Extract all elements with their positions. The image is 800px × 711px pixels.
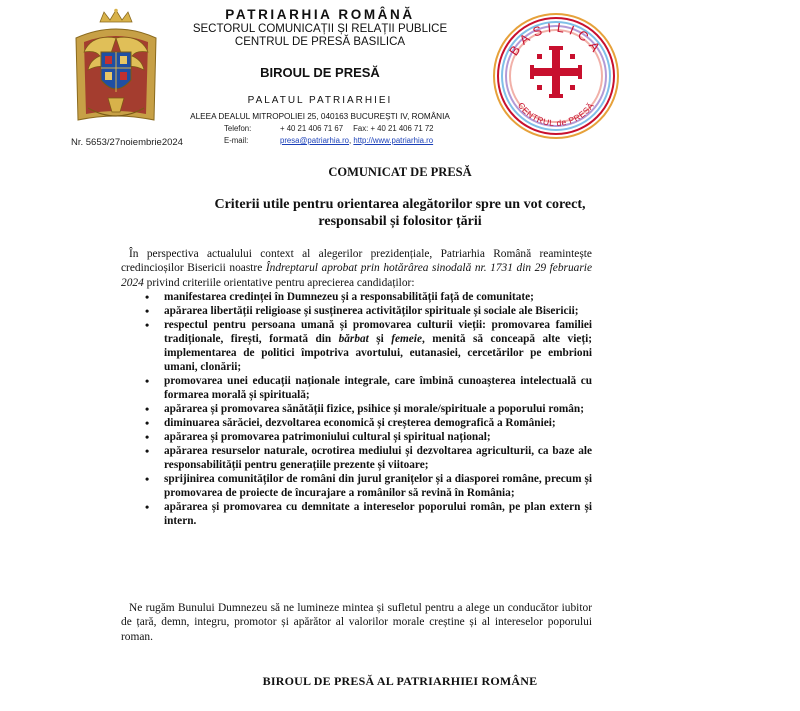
list-item: • sprijinirea comunităților de români din jurul granițelor și a diasporei române, precum și promovarea de proiecte de încurajare a românilor să revină în România; bbox=[164, 472, 592, 500]
criteria-list bbox=[142, 290, 592, 528]
phone-number: + 40 21 406 71 67 bbox=[280, 124, 344, 133]
contact-block: Telefon: + 40 21 406 71 67 Fax: + 40 21 406 71 72 E-mail: presa@patriarhia.ro, http://www.patriarhia.ro bbox=[224, 124, 434, 145]
document-subtitle bbox=[120, 196, 680, 230]
email-label: E-mail: bbox=[224, 136, 249, 145]
list-item: • respectul pentru persoana umană și promovarea culturii vieții: promovarea familiei tradiționale, firești, formată din bărbat și femeie, menită să conceapă alte vieți; implementarea de politici împotriva avortului, eutanasiei, cercetărilor pe embrioni umani, clonării; bbox=[164, 318, 592, 374]
list-item: • apărarea resurselor naturale, ocrotirea mediului și dezvoltarea agriculturii, ca baze ale responsabilității pentru generațiile prezente și viitoare; bbox=[164, 444, 592, 472]
document-title: COMUNICAT DE PRESĂ bbox=[328, 165, 472, 179]
list-item: • apărarea și promovarea cu demnitate a intereselor poporului român, pe plan extern și intern. bbox=[164, 500, 592, 528]
press-office-name: BIROUL DE PRESĂ bbox=[260, 65, 380, 80]
list-item: • manifestarea credinței în Dumnezeu și a responsabilității față de comunitate; bbox=[164, 290, 592, 304]
cross-icon bbox=[530, 46, 582, 98]
organization-name: PATRIARHIA ROMÂNĂ bbox=[225, 7, 415, 22]
postal-address: ALEEA DEALUL MITROPOLIEI 25, 040163 BUCUREȘTI IV, ROMÂNIA bbox=[190, 112, 450, 121]
patriarchate-coat-of-arms bbox=[70, 8, 162, 128]
list-item: • apărarea și promovarea sănătății fizice, psihice și morale/spirituale a poporului român; bbox=[164, 402, 592, 416]
palace-name: PALATUL PATRIARHIEI bbox=[247, 95, 393, 106]
subtitle-line-2: responsabil și folositor țării bbox=[318, 214, 482, 229]
seal-bottom-text: CENTRUL de PRESĂ bbox=[515, 100, 597, 129]
list-item: • diminuarea sărăciei, dezvoltarea economică și creșterea demografică a României; bbox=[164, 416, 592, 430]
basilica-press-center-seal bbox=[490, 10, 622, 140]
fax-number: + 40 21 406 71 72 bbox=[370, 124, 434, 133]
letterhead bbox=[190, 7, 450, 121]
list-item: • apărarea libertății religioase și susținerea activităților spirituale și sociale ale Bisericii; bbox=[164, 304, 592, 318]
press-center-name: CENTRUL DE PRESĂ BASILICA bbox=[234, 36, 406, 48]
intro-paragraph bbox=[121, 247, 592, 290]
seal-top-text: BASILICA bbox=[506, 19, 606, 59]
closing-paragraph: Ne rugăm Bunului Dumnezeu să ne lumineze mintea și sufletul pentru a alege un conducător iubitor de țară, demn, integru, promotor și apărător al valorilor morale creștine și al intereselor poporului roman. bbox=[121, 602, 592, 643]
phone-label: Telefon: bbox=[224, 124, 252, 133]
intro-reference: Îndreptarul aprobat prin hotărârea sinodală nr. 1731 din 29 februarie 2024 bbox=[121, 262, 593, 289]
list-item: • apărarea și promovarea patrimoniului cultural și spiritual național; bbox=[164, 430, 592, 444]
signature: BIROUL DE PRESĂ AL PATRIARHIEI ROMÂNE bbox=[262, 674, 538, 688]
intro-text-2: privind criteriile orientative pentru aprecierea candidaților: bbox=[143, 276, 415, 289]
intro-text-1: În perspectiva actualului context al alegerilor prezidențiale, Patriarhia Română reamintește credincioșilor Bisericii noastre bbox=[121, 248, 592, 275]
fax-label: Fax: bbox=[353, 124, 369, 133]
subtitle-line-1: Criterii utile pentru orientarea alegătorilor spre un vot corect, bbox=[214, 197, 586, 212]
registration-number: Nr. 5653/27noiembrie2024 bbox=[71, 137, 183, 148]
email-link[interactable]: presa@patriarhia.ro bbox=[280, 136, 350, 145]
list-item: • promovarea unei educații naționale integrale, care îmbină cunoașterea intelectuală cu formarea morală și spirituală; bbox=[164, 374, 592, 402]
website-link[interactable]: http://www.patriarhia.ro bbox=[353, 136, 434, 145]
sector-name: SECTORUL COMUNICAȚII ȘI RELAȚII PUBLICE bbox=[192, 23, 448, 35]
